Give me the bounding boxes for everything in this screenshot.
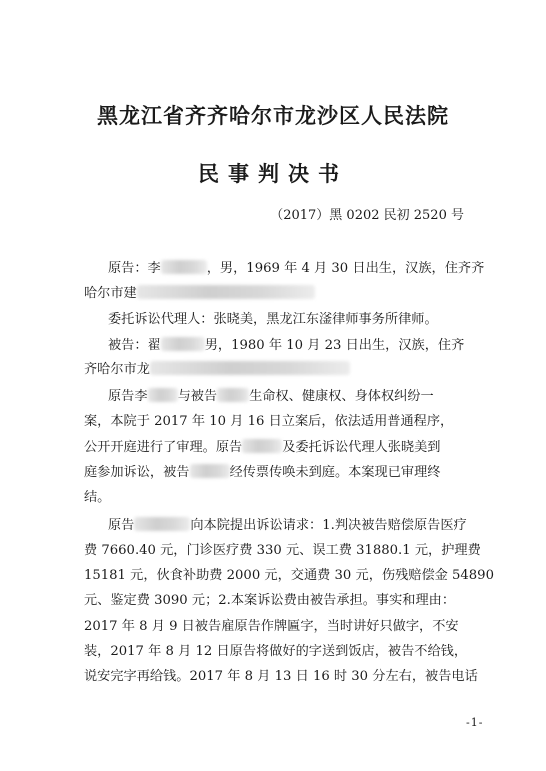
agent-text: 委托诉讼代理人：张晓美，黑龙江东滏律师事务所律师。 (108, 312, 438, 327)
redacted-name-blur (161, 337, 205, 351)
case-line-2 (84, 410, 453, 429)
claims-text: 15181 元，伙食补助费 2000 元，交通费 30 元，伤残赔偿金 54890 (84, 568, 494, 583)
claims-text: 原告 (108, 518, 135, 533)
plaintiff-details: ，男，1969 年 4 月 30 日出生，汉族，住齐齐 (206, 261, 485, 276)
claims-text: 费 7660.40 元，门诊医疗费 330 元、误工费 31880.1 元，护理费 (84, 543, 481, 558)
agent-line (108, 308, 438, 327)
case-text: 案，本院于 2017 年 10 月 16 日立案后，依法适用普通程序， (84, 414, 454, 429)
case-text: 生命权、健康权、身体权纠纷一 (249, 389, 434, 404)
claims-text: 元、鉴定费 3090 元；2.本案诉讼费由被告承担。事实和理由： (84, 593, 456, 608)
redacted-name-blur (242, 439, 282, 453)
claims-text: 2017 年 8 月 9 日被告雇原告作牌匾字，当时讲好只做字，不安 (84, 619, 459, 634)
claims-line-4 (84, 589, 455, 608)
case-number: （2017）黑 0202 民初 2520 号 (270, 208, 464, 223)
case-text: 结。 (84, 490, 111, 505)
claims-line-5 (84, 615, 459, 634)
plaintiff-label: 原告：李 (108, 261, 161, 276)
redacted-name-blur (190, 464, 230, 478)
redacted-name-blur (217, 388, 249, 402)
plaintiff-address-start: 哈尔市建 (84, 286, 137, 301)
claims-line-3 (84, 564, 494, 583)
claims-text: 说安完字再给钱。2017 年 8 月 13 日 16 时 30 分左右，被告电话 (84, 669, 478, 684)
case-line-5 (84, 486, 110, 505)
court-name: 黑龙江省齐齐哈尔市龙沙区人民法院 (97, 103, 449, 128)
case-line-4 (84, 461, 441, 480)
case-text: 公开开庭进行了审理。原告 (84, 440, 243, 455)
document-type-title: 民事判决书 (198, 161, 348, 186)
page-number: -1- (466, 716, 484, 729)
case-text: 及委托诉讼代理人张晓美到 (282, 440, 441, 455)
defendant-address-line (84, 358, 350, 377)
claims-line-7 (84, 665, 478, 684)
defendant-label: 被告：翟 (108, 338, 161, 353)
plaintiff-address-line (84, 282, 315, 301)
defendant-line (108, 334, 464, 353)
claims-text: 向本院提出诉讼请求：1.判决被告赔偿原告医疗 (190, 518, 467, 533)
redacted-address-blur (150, 361, 350, 375)
case-text: 原告李 (108, 389, 148, 404)
defendant-details: 男，1980 年 10 月 23 日出生，汉族，住齐 (204, 338, 465, 353)
redacted-address-blur (137, 285, 315, 299)
plaintiff-line (108, 257, 484, 276)
case-text: 经传票传唤未到庭。本案现已审理终 (229, 465, 441, 480)
claims-line-2 (84, 539, 481, 558)
claims-line-1 (108, 514, 467, 533)
claims-text: 装，2017 年 8 月 12 日原告将做好的字送到饭店，被告不给钱， (84, 644, 468, 659)
case-line-3 (84, 436, 441, 455)
case-text: 庭参加诉讼，被告 (84, 465, 190, 480)
defendant-address-start: 齐哈尔市龙 (84, 362, 150, 377)
redacted-name-blur (161, 260, 207, 274)
redacted-name-blur (134, 517, 190, 531)
redacted-name-blur (148, 388, 178, 402)
case-line-1 (108, 385, 434, 404)
claims-line-6 (84, 640, 467, 659)
case-text: 与被告 (177, 389, 218, 404)
